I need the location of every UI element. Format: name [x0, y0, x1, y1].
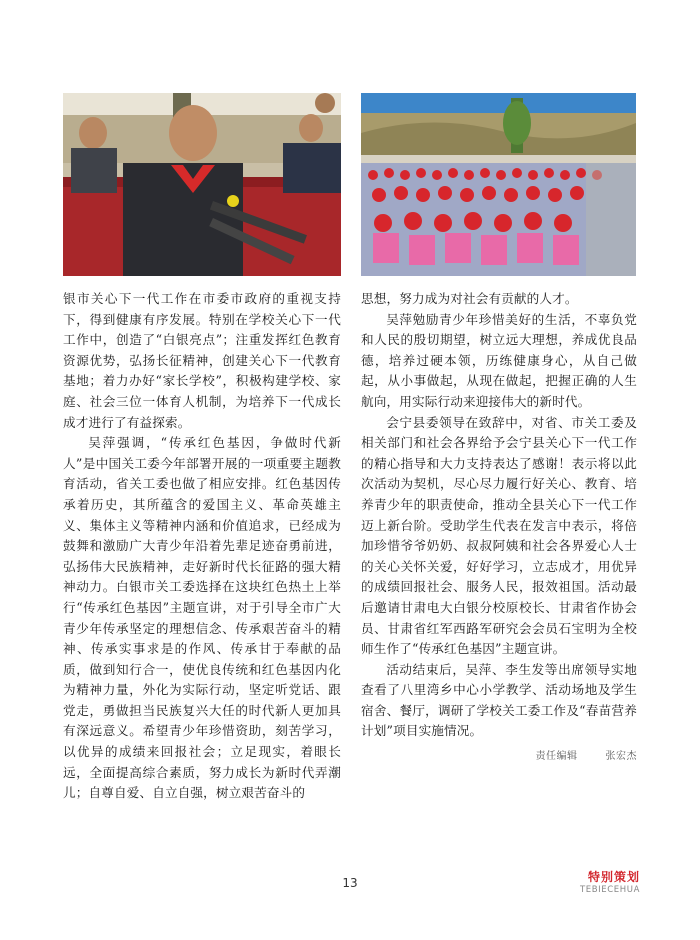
paragraph: 银市关心下一代工作在市委市政府的重视支持下，得到健康有序发展。特别在学校关心下一代工作中，创造了“白银亮点”；注重发挥红色教育资源优势，弘扬长征精神，创建关心下一代教育基地；着力办好“家长学校”，积极构建学校、家庭、社会三位一体育人机制，为培养下一代成长成才进行了有益探索。: [63, 291, 341, 430]
photo-speaker-at-podium: [63, 93, 341, 276]
article-column-left: [63, 289, 341, 804]
paragraph: 思想，努力成为对社会有贡献的人才。: [361, 291, 578, 306]
editor-credit: [361, 747, 637, 768]
section-title-zh: 特别策划: [587, 870, 640, 884]
article-column-right: [361, 289, 637, 768]
paragraph: 吴萍勉励青少年珍惜美好的生活，不辜负党和人民的殷切期望，树立远大理想，养成优良品德，培养过硬本领，历练健康身心，从自己做起，从小事做起，从现在做起，把握正确的人生航向，用实际行动来迎接伟大的新时代。: [361, 311, 637, 409]
page-number: 13: [342, 876, 358, 890]
photo-students-assembly: [361, 93, 636, 276]
editor-name: 张宏杰: [605, 751, 637, 763]
section-title: [580, 868, 640, 895]
paragraph: 活动结束后，吴萍、李生发等出席领导实地查看了八里湾乡中心小学教学、活动场地及学生宿舍、餐厅，调研了学校关工委工作及“春苗营养计划”项目实施情况。: [361, 661, 637, 739]
section-title-en: TEBIECEHUA: [579, 885, 640, 895]
paragraph: 会宁县委领导在致辞中，对省、市关工委及相关部门和社会各界给予会宁县关心下一代工作的精心指导和大力支持表达了感谢！表示将以此次活动为契机，尽心尽力履行好关心、教育、培养青少年的职责使命，推动全县关心下一代工作迈上新台阶。受助学生代表在发言中表示，将倍加珍惜爷爷奶奶、叔叔阿姨和社会各界爱心人士的关心关怀关爱，好好学习，立志成才，用优异的成绩回报社会、服务人民，报效祖国。活动最后邀请甘肃电大白银分校原校长、甘肃省作协会员、甘肃省红军西路军研究会会员石宝明为全校师生作了“传承红色基因”主题宣讲。: [361, 414, 637, 657]
paragraph: 吴萍强调，“传承红色基因，争做时代新人”是中国关工委今年部署开展的一项重要主题教育活动，省关工委也做了相应安排。红色基因传承着历史，其所蕴含的爱国主义、革命英雄主义、集体主义等精神内涵和价值追求，已经成为鼓舞和激励广大青少年沿着先辈足迹奋勇前进，弘扬伟大民族精神，走好新时代长征路的强大精神动力。白银市关工委选择在这块红色热土上举行“传承红色基因”主题宣讲，对于引导全市广大青少年传承坚定的理想信念、传承艰苦奋斗的精神、传承实事求是的作风、传承甘于奉献的品质，做到知行合一，使优良传统和红色基因内化为精神力量，外化为实际行动，坚定听党话、跟党走，勇做担当民族复兴大任的时代新人更加具有深远意义。希望青少年珍惜资助，刻苦学习，以优异的成绩来回报社会；立足现实，着眼长远，全面提高综合素质，努力成长为新时代弄潮儿；自尊自爱、自立自强，树立艰苦奋斗的: [63, 435, 341, 801]
editor-label: 责任编辑: [535, 751, 578, 763]
